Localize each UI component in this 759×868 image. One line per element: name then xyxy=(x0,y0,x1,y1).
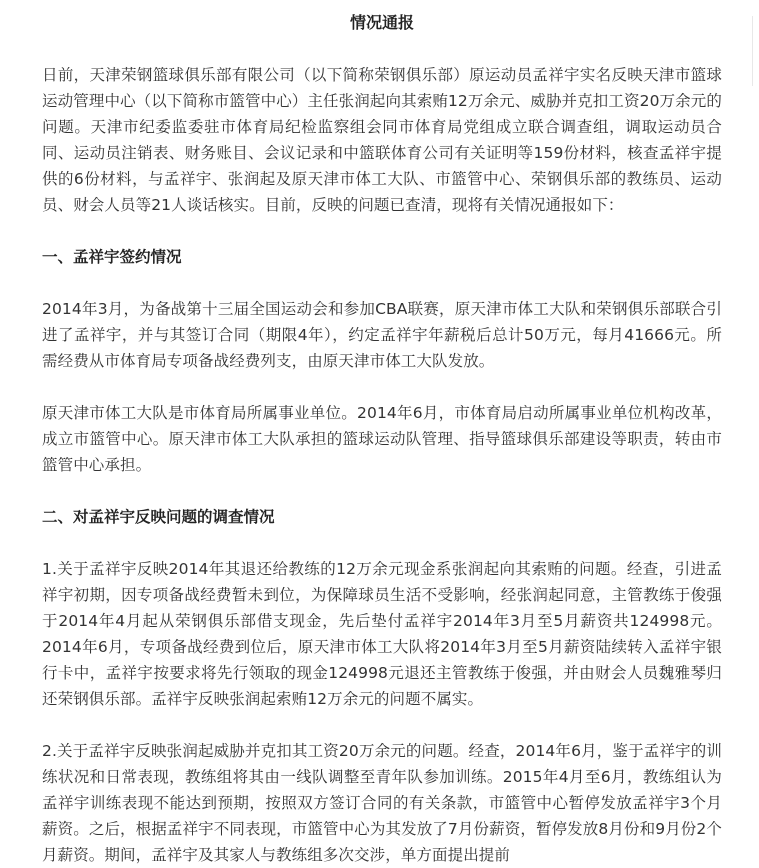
document-title: 情况通报 xyxy=(349,13,414,32)
section-1-heading: 一、孟祥宇签约情况 xyxy=(42,248,182,266)
section-2-heading: 二、对孟祥宇反映问题的调查情况 xyxy=(42,508,275,526)
section-1-paragraph-1: 2014年3月，为备战第十三届全国运动会和参加CBA联赛，原天津市体工大队和荣钢俱乐部联合引进了孟祥宇，并与其签订合同（期限4年），约定孟祥宇年薪税后总计50万元，每月41666元。所需经费从市体育局专项备战经费列支，由原天津市体工大队发放。 xyxy=(42,300,722,370)
section-2-paragraph-1: 1.关于孟祥宇反映2014年其退还给教练的12万余元现金系张润起向其索贿的问题。经查，引进孟祥宇初期，因专项备战经费暂未到位，为保障球员生活不受影响，经张润起同意，主管教练于俊强于2014年4月起从荣钢俱乐部借支现金，先后垫付孟祥宇2014年3月至5月薪资共124998元。2014年6月，专项备战经费到位后，原天津市体工大队将2014年3月至5月薪资陆续转入孟祥宇银行卡中，孟祥宇按要求将先行领取的现金124998元退还主管教练于俊强，并由财会人员魏雅琴归还荣钢俱乐部。孟祥宇反映张润起索贿12万余元的问题不属实。 xyxy=(42,560,722,708)
section-1-paragraph-2: 原天津市体工大队是市体育局所属事业单位。2014年6月，市体育局启动所属事业单位机构改革，成立市篮管中心。原天津市体工大队承担的篮球运动队管理、指导篮球俱乐部建设等职责，转由市篮管中心承担。 xyxy=(42,404,722,474)
section-2-paragraph-2: 2.关于孟祥宇反映张润起威胁并克扣其工资20万余元的问题。经查，2014年6月，鉴于孟祥宇的训练状况和日常表现，教练组将其由一线队调整至青年队参加训练。2015年4月至6月，教练组认为孟祥宇训练表现不能达到预期，按照双方签订合同的有关条款，市篮管中心暂停发放孟祥宇3个月薪资。之后，根据孟祥宇不同表现，市篮管中心为其发放了7月份薪资，暂停发放8月份和9月份2个月薪资。期间，孟祥宇及其家人与教练组多次交涉，单方面提出提前 xyxy=(42,742,722,864)
notice-article xyxy=(42,0,722,868)
intro-paragraph: 日前，天津荣钢篮球俱乐部有限公司（以下简称荣钢俱乐部）原运动员孟祥宇实名反映天津市篮球运动管理中心（以下简称市篮管中心）主任张润起向其索贿12万余元、威胁并克扣工资20万余元的问题。天津市纪委监委驻市体育局纪检监察组会同市体育局党组成立联合调查组，调取运动员合同、运动员注销表、财务账目、会议记录和中篮联体育公司有关证明等159份材料，核查孟祥宇提供的6份材料，与孟祥宇、张润起及原天津市体工大队、市篮管中心、荣钢俱乐部的教练员、运动员、财会人员等21人谈话核实。目前，反映的问题已查清，现将有关情况通报如下： xyxy=(42,66,722,214)
scrollbar-track[interactable] xyxy=(752,16,759,86)
